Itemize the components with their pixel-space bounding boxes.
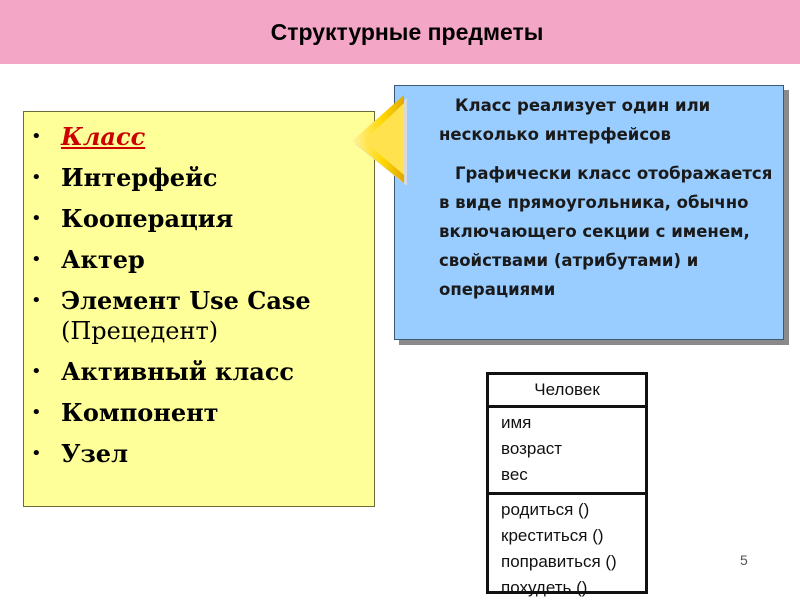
structural-items-list-box — [23, 111, 375, 507]
list-item — [24, 245, 374, 275]
uml-operation: креститься () — [501, 526, 604, 545]
bullet-icon: • — [31, 126, 42, 147]
uml-operation: поправиться () — [501, 552, 617, 571]
slide-title: Структурные предметы — [270, 18, 544, 45]
uml-operation: похудеть () — [501, 578, 588, 597]
bullet-icon: • — [31, 402, 42, 423]
list-item-label: Компонент — [61, 398, 219, 427]
list-item — [24, 439, 374, 469]
callout-box — [394, 85, 784, 340]
bullet-icon: • — [31, 167, 42, 188]
list-item — [24, 122, 374, 152]
bullet-icon: • — [31, 208, 42, 229]
list-item — [24, 163, 374, 193]
list-item — [24, 398, 374, 428]
page-number: 5 — [740, 552, 748, 568]
structural-items-list — [24, 112, 374, 469]
bullet-icon: • — [31, 361, 42, 382]
callout-pointer-arrow-icon — [348, 93, 408, 185]
uml-attribute: возраст — [501, 439, 563, 458]
list-item-label: Активный класс — [61, 357, 295, 386]
list-item-label: Узел — [61, 439, 128, 468]
callout-paragraph-1: Класс реализует один или несколько интерфейсов — [439, 96, 711, 144]
title-bar — [0, 0, 800, 64]
callout-paragraph-2: Графически класс отображается в виде прямоугольника, обычно включающего секции с именем, свойствами (атрибутами) и операциями — [439, 164, 773, 299]
list-item-label: Интерфейс — [61, 163, 218, 192]
list-item — [24, 204, 374, 234]
bullet-icon: • — [31, 443, 42, 464]
uml-class-name: Человек — [489, 375, 645, 408]
uml-operations-section — [489, 495, 645, 601]
list-item-label: Кооперация — [61, 204, 234, 233]
bullet-icon: • — [31, 249, 42, 270]
list-item-label: Элемент Use Case — [61, 286, 311, 315]
uml-operation: родиться () — [501, 500, 590, 519]
list-item-label: Класс — [61, 122, 146, 151]
bullet-icon: • — [31, 290, 42, 311]
uml-class-diagram — [486, 372, 648, 597]
uml-attributes-section — [489, 408, 645, 495]
uml-attribute: вес — [501, 465, 528, 484]
list-item — [24, 357, 374, 387]
list-item-sublabel: (Прецедент) — [61, 317, 219, 345]
uml-attribute: имя — [501, 413, 532, 432]
list-item — [24, 286, 374, 346]
list-item-label: Актер — [61, 245, 145, 274]
